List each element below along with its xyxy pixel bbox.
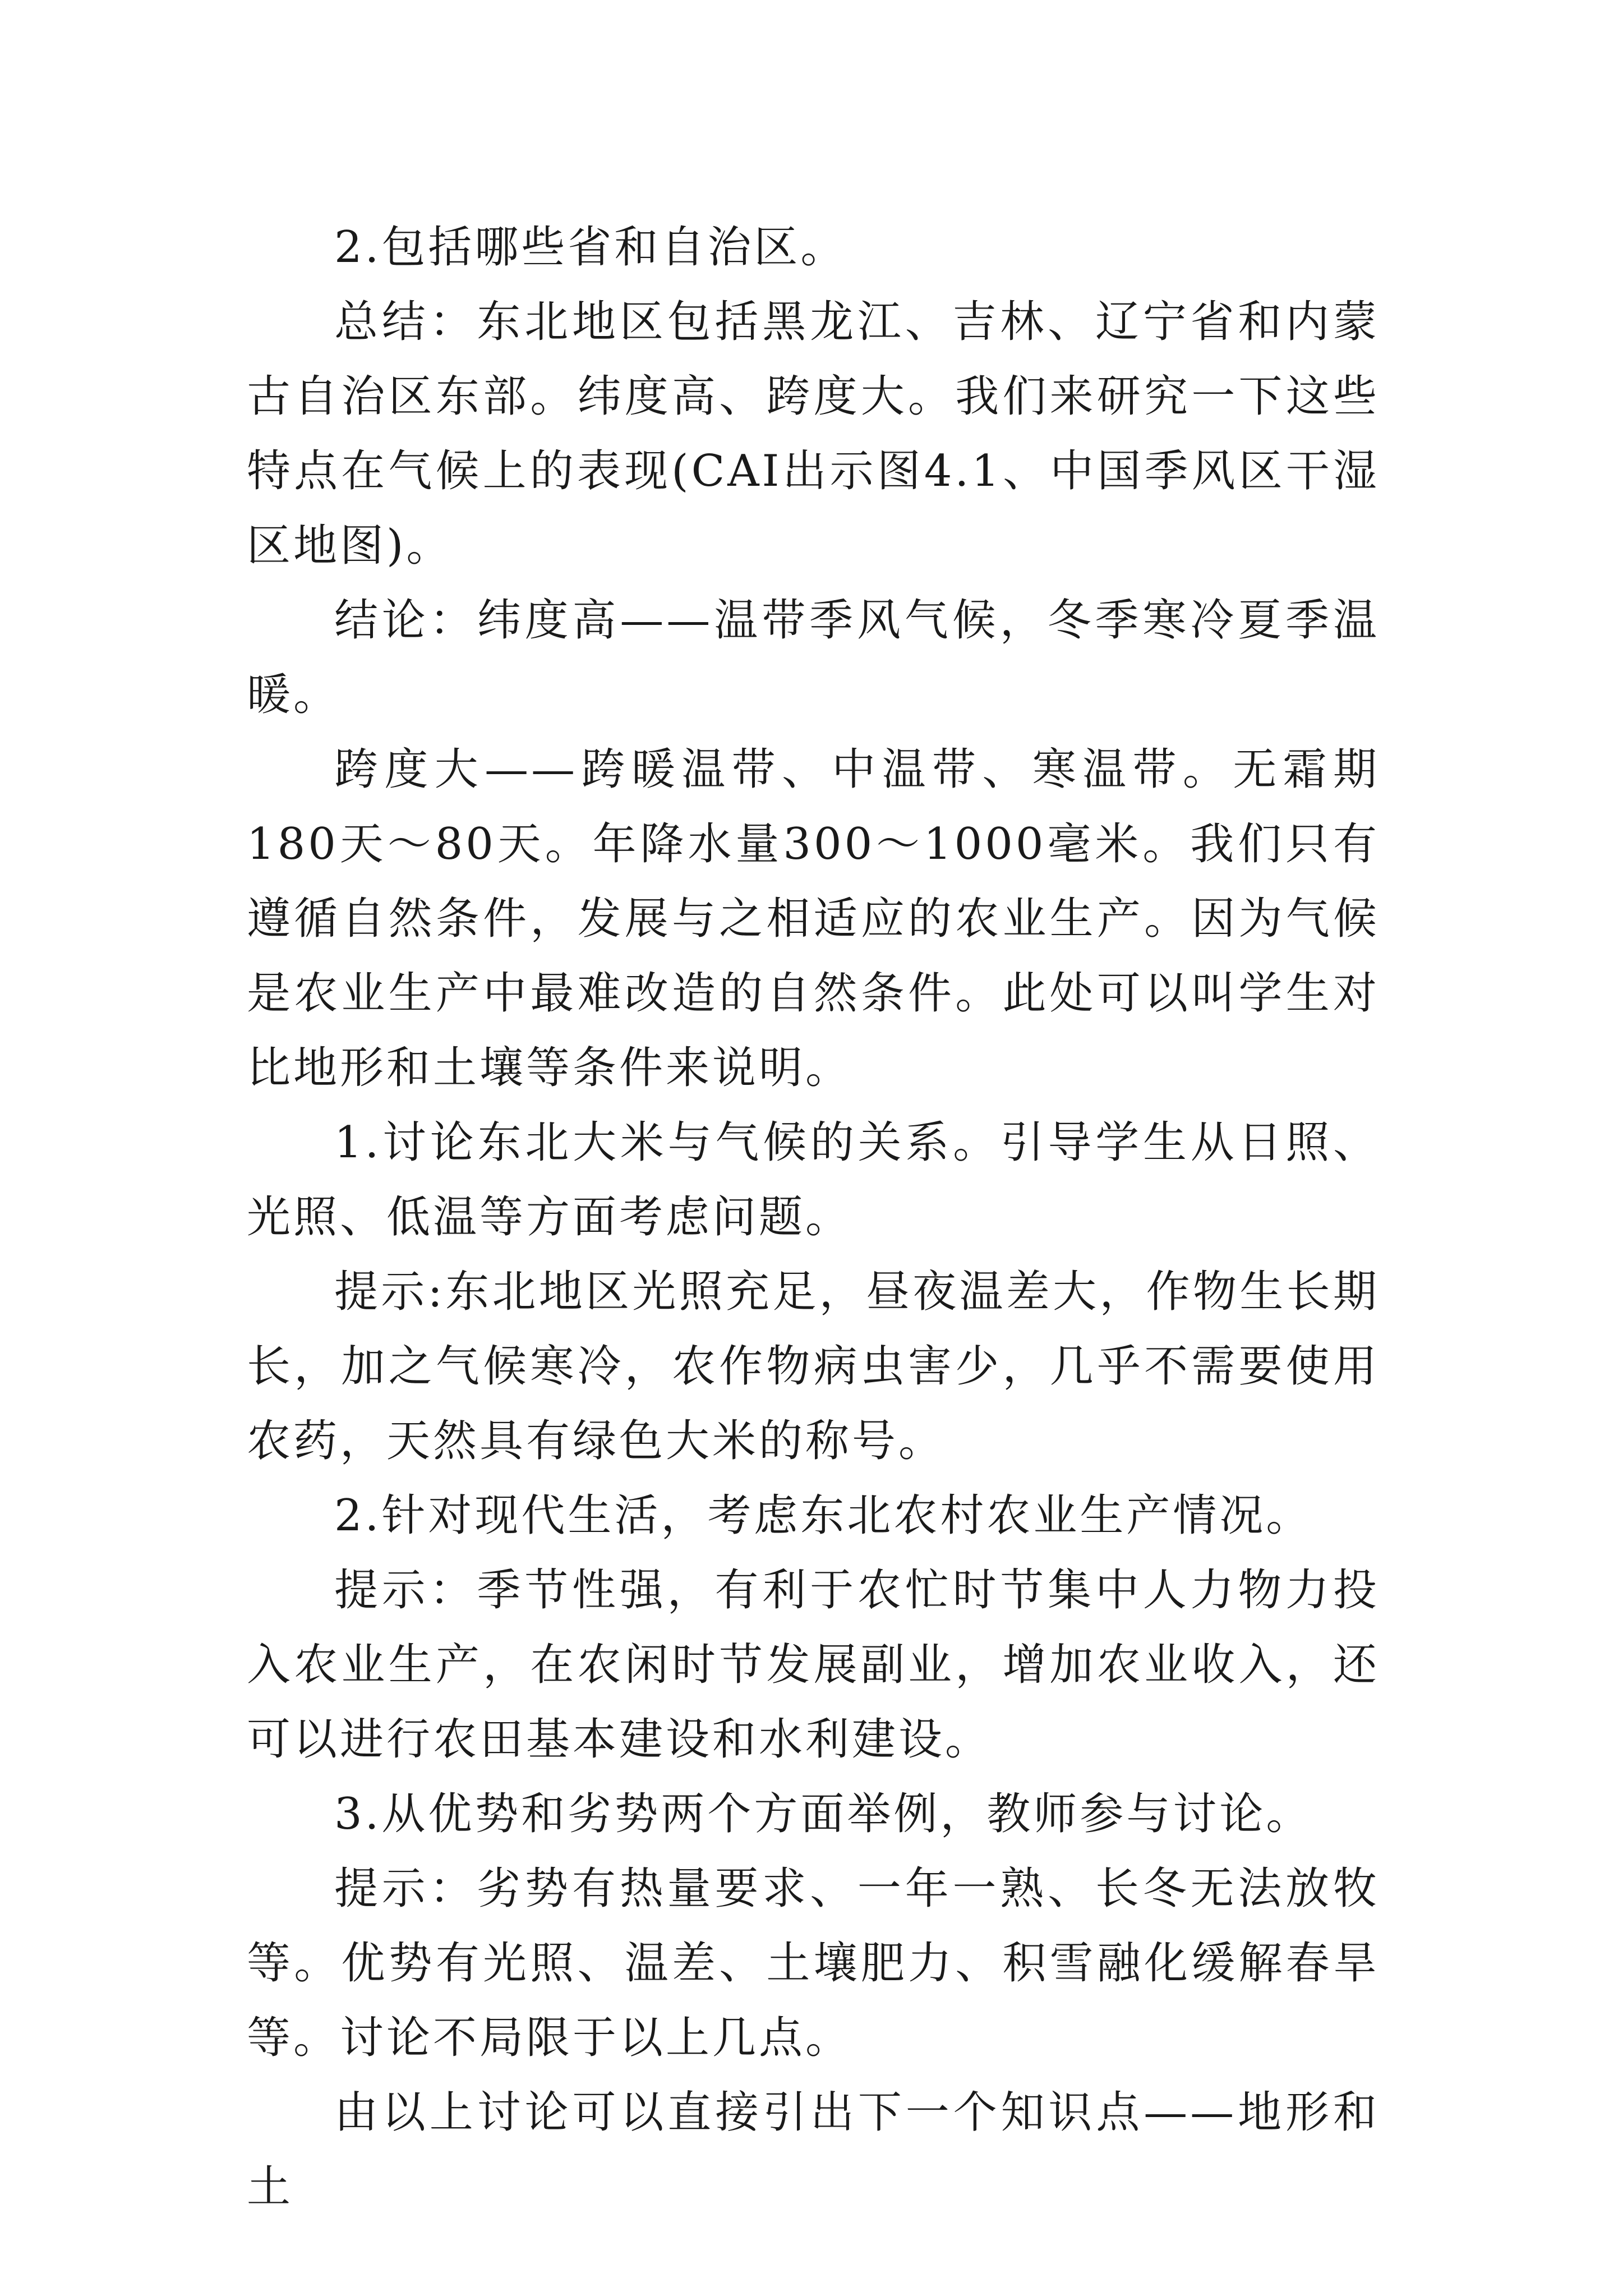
paragraph-provinces-question: 2.包括哪些省和自治区。	[334, 222, 847, 273]
paragraph-summary: 总结：东北地区包括黑龙江、吉林、辽宁省和内蒙古自治区东部。纬度高、跨度大。我们来研究一下这些特点在气候上的表现(CAI出示图4.1、中国季风区干湿区地图)。	[247, 297, 1380, 571]
paragraph-discussion-rice: 1.讨论东北大米与气候的关系。引导学生从日照、光照、低温等方面考虑问题。	[247, 1117, 1380, 1243]
paragraph-hint-rural: 提示：季节性强，有利于农忙时节集中人力物力投入农业生产，在农闲时节发展副业，增加农业收入，还可以进行农田基本建设和水利建设。	[247, 1565, 1380, 1765]
paragraph-hint-rice: 提示:东北地区光照充足，昼夜温差大，作物生长期长，加之气候寒冷，农作物病虫害少，几乎不需要使用农药，天然具有绿色大米的称号。	[247, 1267, 1380, 1466]
paragraph-span: 跨度大——跨暖温带、中温带、寒温带。无霜期180天～80天。年降水量300～1000毫米。我们只有遵循自然条件，发展与之相适应的农业生产。因为气候是农业生产中最难改造的自然条件。此处可以叫学生对比地形和土壤等条件来说明。	[247, 744, 1380, 1093]
paragraph-conclusion: 结论：纬度高——温带季风气候，冬季寒冷夏季温暖。	[247, 595, 1380, 720]
paragraph-transition: 由以上讨论可以直接引出下一个知识点——地形和土	[247, 2087, 1380, 2212]
paragraph-discussion-rural: 2.针对现代生活，考虑东北农村农业生产情况。	[334, 1490, 1313, 1541]
paragraph-hint-pros-cons: 提示：劣势有热量要求、一年一熟、长冬无法放牧等。优势有光照、温差、土壤肥力、积雪融化缓解春旱等。讨论不局限于以上几点。	[247, 1864, 1380, 2063]
document-body	[247, 210, 1380, 2225]
paragraph-discussion-pros-cons: 3.从优势和劣势两个方面举例，教师参与讨论。	[334, 1789, 1313, 1839]
